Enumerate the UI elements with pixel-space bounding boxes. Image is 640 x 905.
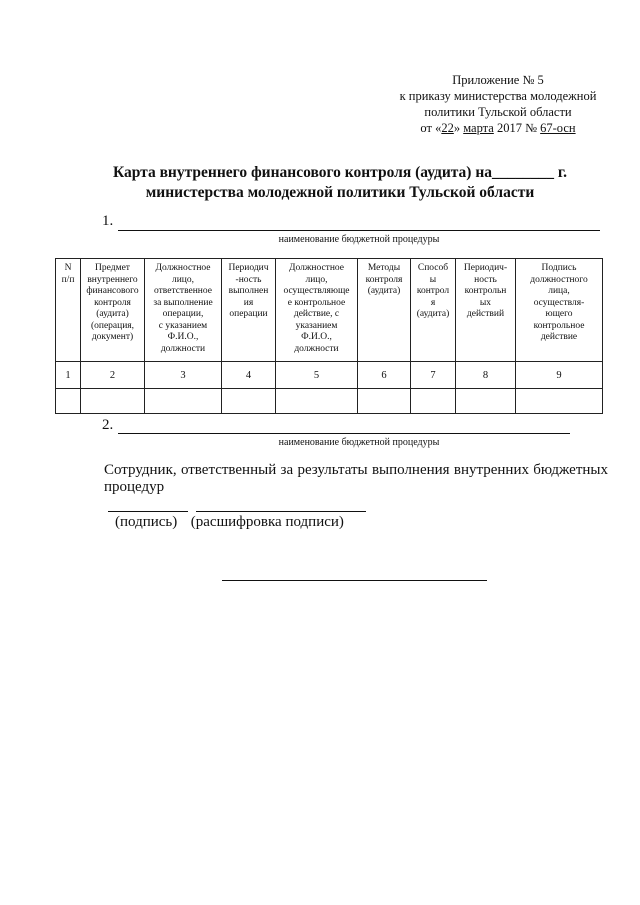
header-text: Периодич- ность контрольн ых действий [463,263,508,319]
procedure-1-caption: наименование бюджетной процедуры [278,234,440,245]
title-line-2: министерства молодежной политики Тульской области [145,184,535,201]
table-empty-row [56,389,603,414]
header-cell [222,259,276,362]
column-number: 6 [358,362,411,389]
date-day: 22 [441,121,454,135]
table-number-row [56,362,603,389]
header-cell [56,259,81,362]
header-text: Предмет внутреннего финансового контроля (аудита) (операция, документ) [86,263,139,342]
procedure-1-number: 1. [102,213,114,229]
empty-cell [516,389,603,414]
appendix-block [378,72,618,136]
column-number: 7 [411,362,456,389]
empty-cell [145,389,222,414]
header-cell [456,259,516,362]
column-number: 1 [56,362,81,389]
header-text: N п/п [61,263,75,285]
empty-cell [358,389,411,414]
column-number: 2 [81,362,145,389]
control-table [55,258,603,414]
appendix-title: Приложение № 5 [452,73,544,87]
procedure-2-caption: наименование бюджетной процедуры [278,437,440,448]
header-cell [276,259,358,362]
appendix-ministry: политики Тульской области [424,105,572,119]
header-text: Должностное лицо, ответственное за выполнение операции, с указанием Ф.И.О., должности [153,263,213,354]
column-number: 3 [145,362,222,389]
date-mid: » [453,121,464,135]
header-cell [358,259,411,362]
date-month: марта [463,121,494,135]
empty-cell [81,389,145,414]
column-number: 9 [516,362,603,389]
procedure-2-line [118,433,570,434]
title-line-1: Карта внутреннего финансового контроля (аудита) на________ г. [112,164,568,181]
date-year: 2017 № [493,121,541,135]
signature-line [108,511,188,512]
header-text: Способ ы контрол я (аудита) [416,263,450,319]
signature-decode-line [196,511,366,512]
closing-separator-line [222,580,487,581]
header-text: Методы контроля (аудита) [365,263,403,296]
signature-decode-label: (расшифровка подписи) [190,514,344,530]
empty-cell [411,389,456,414]
header-text: Периодич -ность выполнен ия операции [228,263,269,319]
signature-captions [115,514,344,531]
header-text: Должностное лицо, осуществляюще е контрольное действие, с указанием Ф.И.О., должности [283,263,350,354]
header-cell [145,259,222,362]
empty-cell [222,389,276,414]
header-cell [81,259,145,362]
column-number: 8 [456,362,516,389]
empty-cell [276,389,358,414]
signature-label: (подпись) [115,514,178,530]
header-cell [516,259,603,362]
procedure-1-line [118,230,600,231]
date-prefix: от « [420,121,442,135]
empty-cell [56,389,81,414]
document-title [40,163,640,203]
responsible-employee-text: Сотрудник, ответственный за результаты выполнения внутренних бюджетных процедур [104,462,608,495]
column-number: 4 [222,362,276,389]
header-text: Подпись должностного лица, осуществля- ющего контрольное действие [530,263,588,342]
order-number: 67-осн [540,121,576,135]
header-cell [411,259,456,362]
column-number: 5 [276,362,358,389]
empty-cell [456,389,516,414]
procedure-2-number: 2. [102,417,114,433]
appendix-order-ref: к приказу министерства молодежной [399,89,597,103]
table-header-row [56,259,603,362]
appendix-date [378,120,618,136]
